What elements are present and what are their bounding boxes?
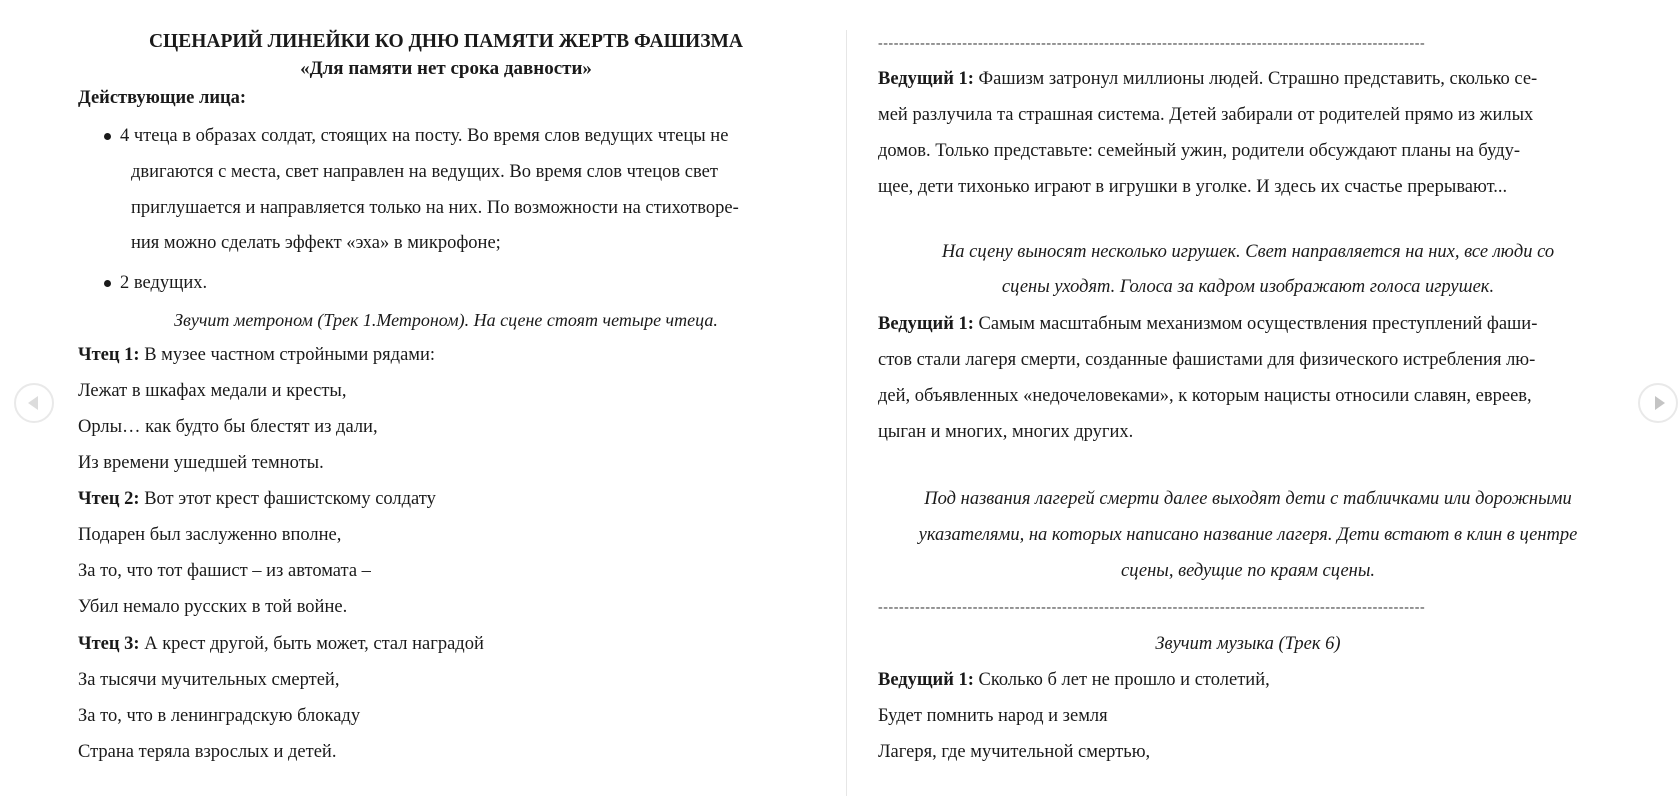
- speaker-label: Ведущий 1:: [878, 670, 974, 690]
- paragraph-text: Самым масштабным механизмом осуществления преступлений фаши-: [973, 314, 1538, 334]
- reader-1-line: [78, 343, 435, 367]
- speaker-label: Чтец 2:: [78, 489, 140, 509]
- next-page-button[interactable]: [1638, 383, 1678, 423]
- previous-page-button[interactable]: [14, 383, 54, 423]
- bullet-line: ния можно сделать эффект «эха» в микрофоне;: [131, 233, 501, 253]
- page-divider: [846, 30, 847, 796]
- verse-line: Лежат в шкафах медали и кресты,: [78, 381, 347, 401]
- verse-line: Убил немало русских в той войне.: [78, 597, 348, 617]
- stage-direction: сцены уходят. Голоса за кадром изображают голоса игрушек.: [1001, 277, 1495, 297]
- cast-heading: Действующие лица:: [78, 88, 247, 108]
- reader-3-line: [78, 632, 484, 656]
- speaker-label: Чтец 3:: [78, 634, 140, 654]
- bullet-line: приглушается и направляется только на них. По возможности на стихотворе-: [131, 198, 739, 218]
- paragraph-line: щее, дети тихонько играют в игрушки в уголке. И здесь их счастье прерывают...: [878, 177, 1508, 197]
- speaker-label: Чтец 1:: [78, 345, 140, 365]
- paragraph-line: дей, объявленных «недочеловеками», к которым нацисты относили славян, евреев,: [878, 386, 1532, 406]
- speaker-label: Ведущий 1:: [878, 314, 974, 334]
- speaker-label: Ведущий 1:: [878, 69, 974, 89]
- stage-direction: сцены, ведущие по краям сцены.: [1120, 561, 1376, 581]
- host-1-paragraph: [878, 312, 1537, 336]
- verse-line: Страна теряла взрослых и детей.: [78, 742, 337, 762]
- verse-line: Будет помнить народ и земля: [878, 706, 1108, 726]
- bullet-line: 4 чтеца в образах солдат, стоящих на посту. Во время слов ведущих чтецы не: [120, 126, 729, 146]
- paragraph-line: цыган и многих, многих других.: [878, 422, 1134, 442]
- verse-text: Вот этот крест фашистскому солдату: [139, 489, 436, 509]
- bullet-icon: [104, 280, 111, 287]
- verse-text: В музее частном стройными рядами:: [139, 345, 436, 365]
- bullet-icon: [104, 133, 111, 140]
- separator-line: --------------------------------------------------------------------------------------------------------: [878, 36, 1426, 51]
- host-1-poem: [878, 668, 1270, 692]
- separator-line: --------------------------------------------------------------------------------------------------------: [878, 600, 1426, 615]
- stage-direction: указателями, на которых написано название лагеря. Дети встают в клин в центре: [918, 525, 1578, 545]
- reader-2-line: [78, 487, 436, 511]
- verse-line: За то, что в ленинградскую блокаду: [78, 706, 361, 726]
- verse-line: За то, что тот фашист – из автомата –: [78, 561, 371, 581]
- stage-direction: Под названия лагерей смерти далее выходят дети с табличками или дорожными: [924, 489, 1572, 509]
- stage-direction: Звучит метроном (Трек 1.Метроном). На сцене стоят четыре чтеца.: [174, 310, 718, 330]
- verse-line: За тысячи мучительных смертей,: [78, 670, 340, 690]
- paragraph-text: Фашизм затронул миллионы людей. Страшно представить, сколько се-: [973, 69, 1538, 89]
- chevron-right-icon: [1655, 396, 1665, 410]
- chevron-left-icon: [28, 396, 38, 410]
- paragraph-line: домов. Только представьте: семейный ужин, родители обсуждают планы на буду-: [878, 141, 1521, 161]
- paragraph-line: мей разлучила та страшная система. Детей забирали от родителей прямо из жилых: [878, 105, 1534, 125]
- bullet-line: двигаются с места, свет направлен на ведущих. Во время слов чтецов свет: [131, 162, 718, 182]
- document-title: СЦЕНАРИЙ ЛИНЕЙКИ КО ДНЮ ПАМЯТИ ЖЕРТВ ФАШИЗМА: [148, 31, 744, 52]
- verse-text: А крест другой, быть может, стал наградой: [139, 634, 484, 654]
- bullet-line: 2 ведущих.: [120, 273, 208, 293]
- verse-line: Лагеря, где мучительной смертью,: [878, 742, 1151, 762]
- music-direction: Звучит музыка (Трек 6): [1155, 634, 1341, 654]
- verse-line: Из времени ушедшей темноты.: [78, 453, 324, 473]
- verse-line: Подарен был заслуженно вполне,: [78, 525, 342, 545]
- verse-text: Сколько б лет не прошло и столетий,: [973, 670, 1270, 690]
- paragraph-line: стов стали лагеря смерти, созданные фашистами для физического истребления лю-: [878, 350, 1536, 370]
- document-subtitle: «Для памяти нет срока давности»: [300, 58, 592, 79]
- verse-line: Орлы… как будто бы блестят из дали,: [78, 417, 378, 437]
- host-1-paragraph: [878, 67, 1537, 91]
- stage-direction: На сцену выносят несколько игрушек. Свет направляется на них, все люди со: [941, 242, 1555, 262]
